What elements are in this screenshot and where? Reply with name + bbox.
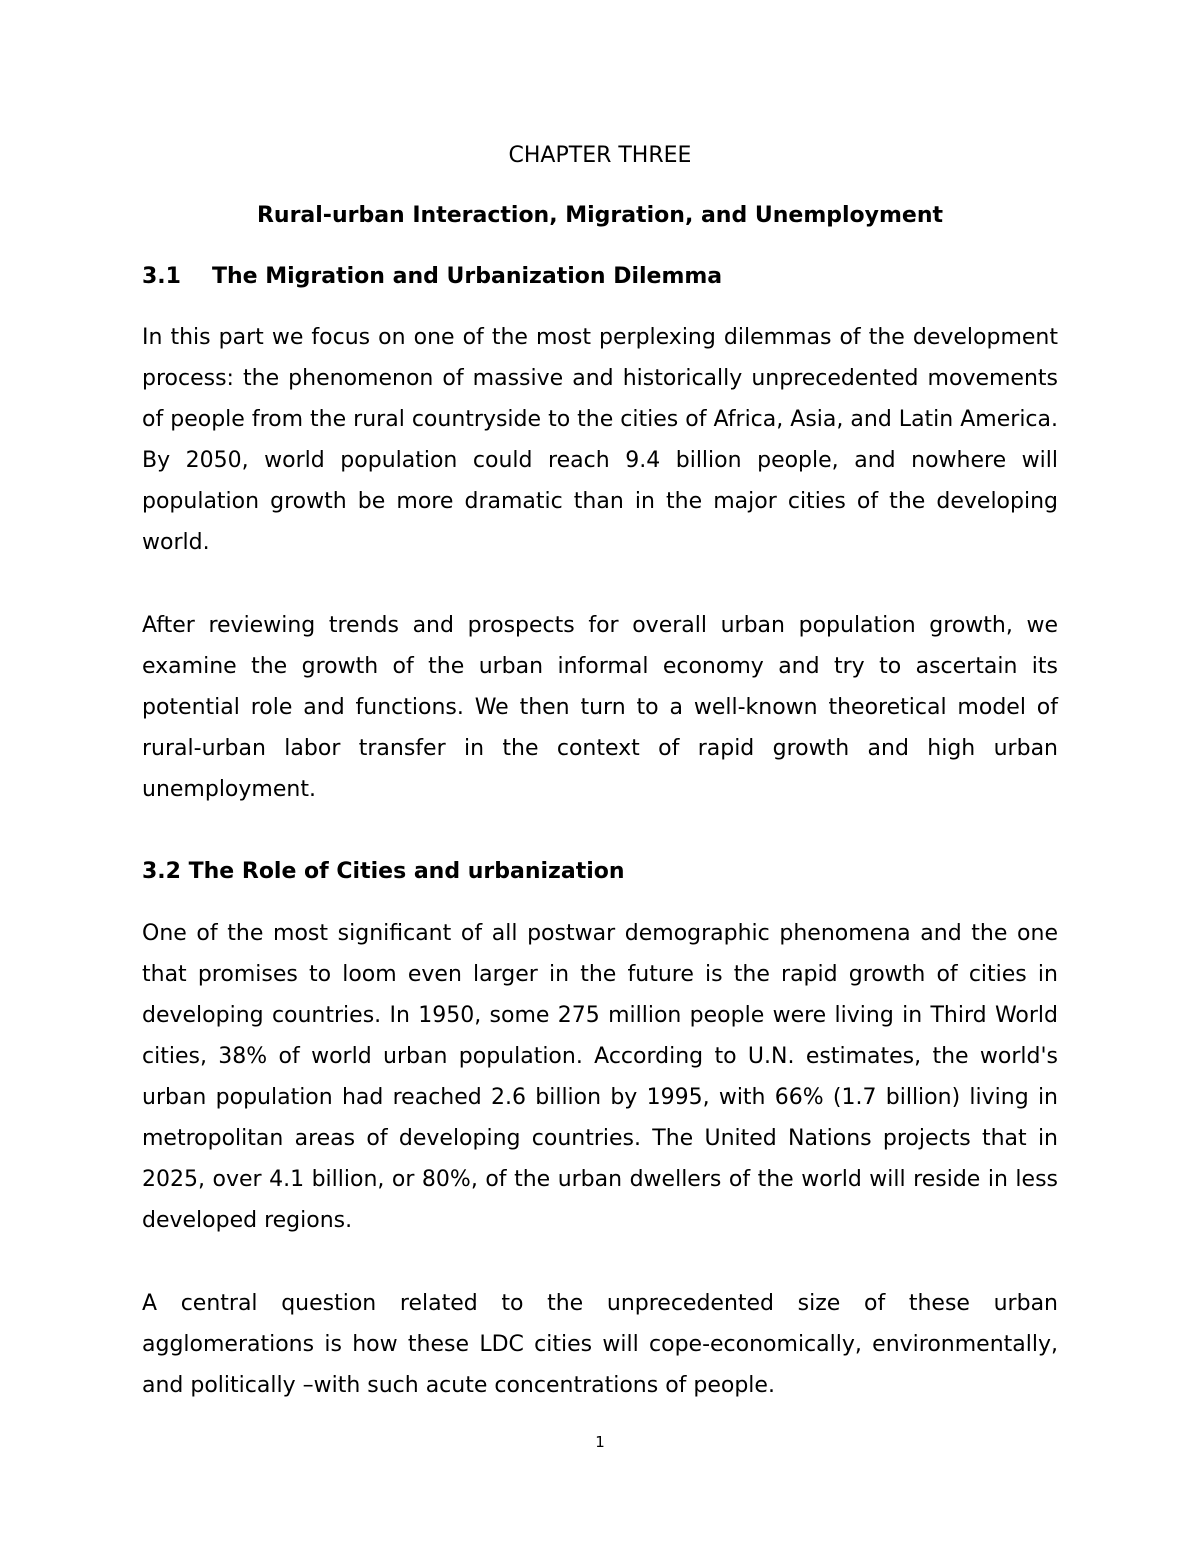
section-title: The Migration and Urbanization Dilemma: [212, 264, 723, 289]
section-number: 3.1: [142, 264, 181, 289]
page-number: 1: [595, 1433, 605, 1451]
paragraph-review-trends: After reviewing trends and prospects for overall urban population growth, we examine the growth of the urban informal economy and try to ascertain its potential role and functions. We then turn to a well-known theoretical model of rural-urban labor transfer in the context of rapid growth and high urban unemployment.: [142, 613, 1058, 802]
chapter-label: CHAPTER THREE: [508, 143, 692, 168]
paragraph-migration-dilemma: In this part we focus on one of the most perplexing dilemmas of the development process: the phenomenon of massive and historically unprecedented movements of people from the rural countryside to the cities of Africa, Asia, and Latin America. By 2050, world population could reach 9.4 billion people, and nowhere will population growth be more dramatic than in the major cities of the developing world.: [142, 325, 1058, 555]
section-heading-3-1: [142, 262, 722, 292]
section-heading-3-2: 3.2 The Role of Cities and urbanization: [142, 859, 625, 884]
paragraph-role-of-cities: One of the most significant of all postwar demographic phenomena and the one that promises to loom even larger in the future is the rapid growth of cities in developing countries. In 1950, some 275 million people were living in Third World cities, 38% of world urban population. According to U.N. estimates, the world's urban population had reached 2.6 billion by 1995, with 66% (1.7 billion) living in metropolitan areas of developing countries. The United Nations projects that in 2025, over 4.1 billion, or 80%, of the urban dwellers of the world will reside in less developed regions.: [142, 921, 1058, 1233]
chapter-title: Rural-urban Interaction, Migration, and Unemployment: [256, 203, 944, 228]
paragraph-central-question: A central question related to the unprecedented size of these urban agglomerations is how these LDC cities will cope-economically, environmentally, and politically –with such acute concentrations of people.: [142, 1291, 1058, 1398]
